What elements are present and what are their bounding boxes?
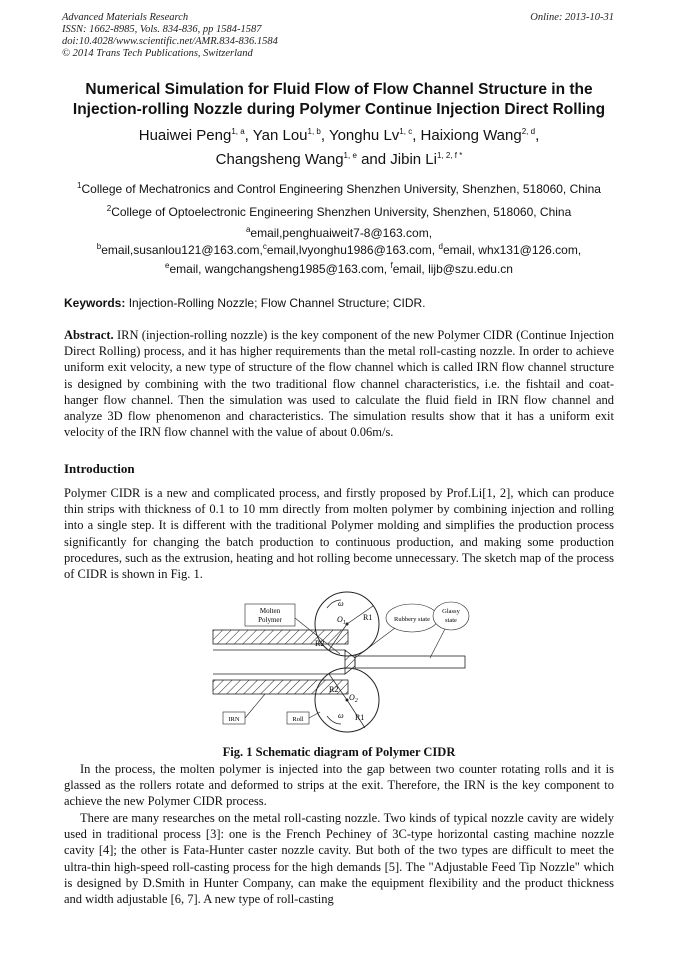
author-sup: 1, 2, f * (436, 151, 463, 160)
keywords-label: Keywords: (64, 296, 126, 310)
author-sup: 1, e (343, 151, 357, 160)
polymer-strip (355, 656, 465, 668)
email-d: email, whx131@126.com, (442, 243, 582, 257)
paper-title (40, 80, 638, 120)
label-r1-upper: R1 (363, 613, 373, 622)
author-line-1: Huaiwei Peng$^{1, a}$, Yan Lou$^{1, b}$, Yonghu Lv$^{1, c}$, Haixiong Wang$^{2, d}$, (138, 127, 540, 144)
journal-header (62, 12, 278, 60)
abstract-text: IRN (injection-rolling nozzle) is the key component of the new Polymer CIDR (Continue Injection Direct Rolling) process, and it has higher requirements than the metal roll-casting nozzle. In order to achieve uniform exit velocity, a new type of structure of the flow channel which is called IRN flow channel structure is designed by combining with the two traditional flow channel characteristics, i.e. the fishtail and coat-hanger flow channel. Then the simulation was used to calculate the fluid field in IRN flow channel and analyze 3D flow phenomenon and characteristics. The simulation results show that it has a uniform exit velocity of the IRN flow channel with the value of about 0.06m/s. (64, 328, 614, 440)
author-sup: 2, d (521, 127, 536, 136)
email-f: email, lijb@szu.edu.cn (392, 262, 513, 276)
email-c: email,lvyonghu1986@163.com, (266, 243, 436, 257)
affiliation-2: $^2$College of Optoelectronic Engineering Shenzhen University, Shenzhen, 518060, China (106, 204, 572, 219)
author-sup: 1, a (231, 127, 245, 136)
abstract-label: Abstract. (64, 328, 114, 342)
label-omega-lower: ω (338, 711, 344, 720)
intro-paragraph-1: Polymer CIDR is a new and complicated process, and firstly proposed by Prof.Li[1, 2], which can produce thin strips with thickness of 0.1 to 10 mm directly from molten polymer by combining injection and rolling into a single step. It is different with the traditional Polymer molding and simplifies the production process significantly for changing the batch production to continuous production, and making some production procedures, such as the extrusion, heating and hot rolling become unnecessary. The sketch map of the process of CIDR is shown in Fig. 1. (64, 486, 614, 582)
author-line-2 (40, 148, 638, 172)
nozzle-upper-wall (213, 630, 348, 644)
author-sup: 1, b (307, 127, 321, 136)
label-o2: $O_2$ (349, 693, 358, 704)
affiliation-1: $^1$College of Mechatronics and Control Engineering Shenzhen University, Shenzhen, 518060, China (77, 181, 601, 196)
label-molten: Molten (259, 607, 281, 615)
copyright: © 2014 Trans Tech Publications, Switzerland (62, 48, 253, 59)
label-r1-lower: R1 (355, 713, 365, 722)
body-paragraph-2: In the process, the molten polymer is injected into the gap between two counter rotating rolls and it is glassed as the rollers rotate and deformed to strips at the exit. Therefore, the IRN is the key component to achieve the new Polymer CIDR process. (64, 762, 614, 809)
title-line-1: Numerical Simulation for Fluid Flow of Flow Channel Structure in the (85, 81, 593, 98)
email-e: email, wangchangsheng1985@163.com, (169, 262, 388, 276)
figure-caption: Fig. 1 Schematic diagram of Polymer CIDR (222, 745, 456, 759)
label-irn: IRN (228, 716, 240, 723)
author-name: Jibin Li (390, 151, 437, 168)
author-name: Haixiong Wang (420, 127, 522, 144)
abstract (64, 327, 614, 440)
label-r2-upper: R2 (315, 639, 325, 648)
glassy-state-bubble (433, 602, 469, 630)
email-line-3: $^e$email, wangchangsheng1985@163.com, $^f$email, lijb@szu.edu.cn (165, 261, 513, 276)
author-name: Huaiwei Peng (138, 127, 232, 144)
author-name: Changsheng Wang (215, 151, 344, 168)
label-rubbery-state: Rubbery state (394, 616, 430, 623)
issn: ISSN: 1662-8985, Vols. 834-836, pp 1584-1587 (62, 24, 262, 35)
label-r2-lower: R2 (329, 685, 339, 694)
author-name: Yan Lou (252, 127, 308, 144)
email-b: email,susanlou121@163.com, (101, 243, 263, 257)
label-polymer: Polymer (258, 616, 282, 624)
author-sup: 1, c (399, 127, 413, 136)
label-omega-upper: ω (338, 599, 344, 608)
label-o1: $O_1$ (337, 615, 346, 626)
doi: doi:10.4028/www.scientific.net/AMR.834-836.1584 (62, 36, 278, 47)
author-list (40, 124, 638, 172)
label-roll: Roll (292, 716, 304, 723)
label-glassy: Glassy (442, 608, 460, 615)
author-name: Yonghu Lv (328, 127, 400, 144)
email-line-1: $^a$email,penghuaiweit7-8@163.com, (245, 225, 433, 240)
body-paragraph-3: There are many researches on the metal roll-casting nozzle. Two kinds of typical nozzle cavity are widely used in traditional process [3]: one is the French Pechiney of 3C-type horizontal casting machine nozzle cavity [4]; the other is Fata-Hunter caster nozzle cavity. But both of the two types are difficult to meet the ultra-thin high-speed roll-casting process for the high demands [5]. The "Adjustable Feed Tip Nozzle" which is designed by D.Smith in Hunter Company, can make the equipment flexibility and the product thickness and width adjustable [6, 7]. A new type of roll-casting (64, 811, 614, 907)
email-a: email,penghuaiweit7-8@163.com, (250, 226, 433, 240)
nozzle-lower-wall (213, 680, 348, 694)
polymer-melt-zone (345, 650, 355, 674)
keywords-text: Injection-Rolling Nozzle; Flow Channel Structure; CIDR. (128, 296, 426, 310)
journal-name: Advanced Materials Research (62, 12, 189, 23)
figure-cidr-schematic (205, 588, 475, 738)
online-date: Online: 2013-10-31 (530, 12, 614, 23)
title-line-2: Injection-rolling Nozzle during Polymer Continue Injection Direct Rolling (72, 101, 606, 118)
keywords (64, 296, 426, 310)
author-and: and (361, 151, 387, 168)
label-state: state (445, 617, 457, 624)
email-line-2: $^b$email,susanlou121@163.com,$^c$email,lvyonghu1986@163.com, $^d$email, whx131@126.com, (96, 242, 582, 257)
section-heading-introduction: Introduction (64, 461, 135, 476)
